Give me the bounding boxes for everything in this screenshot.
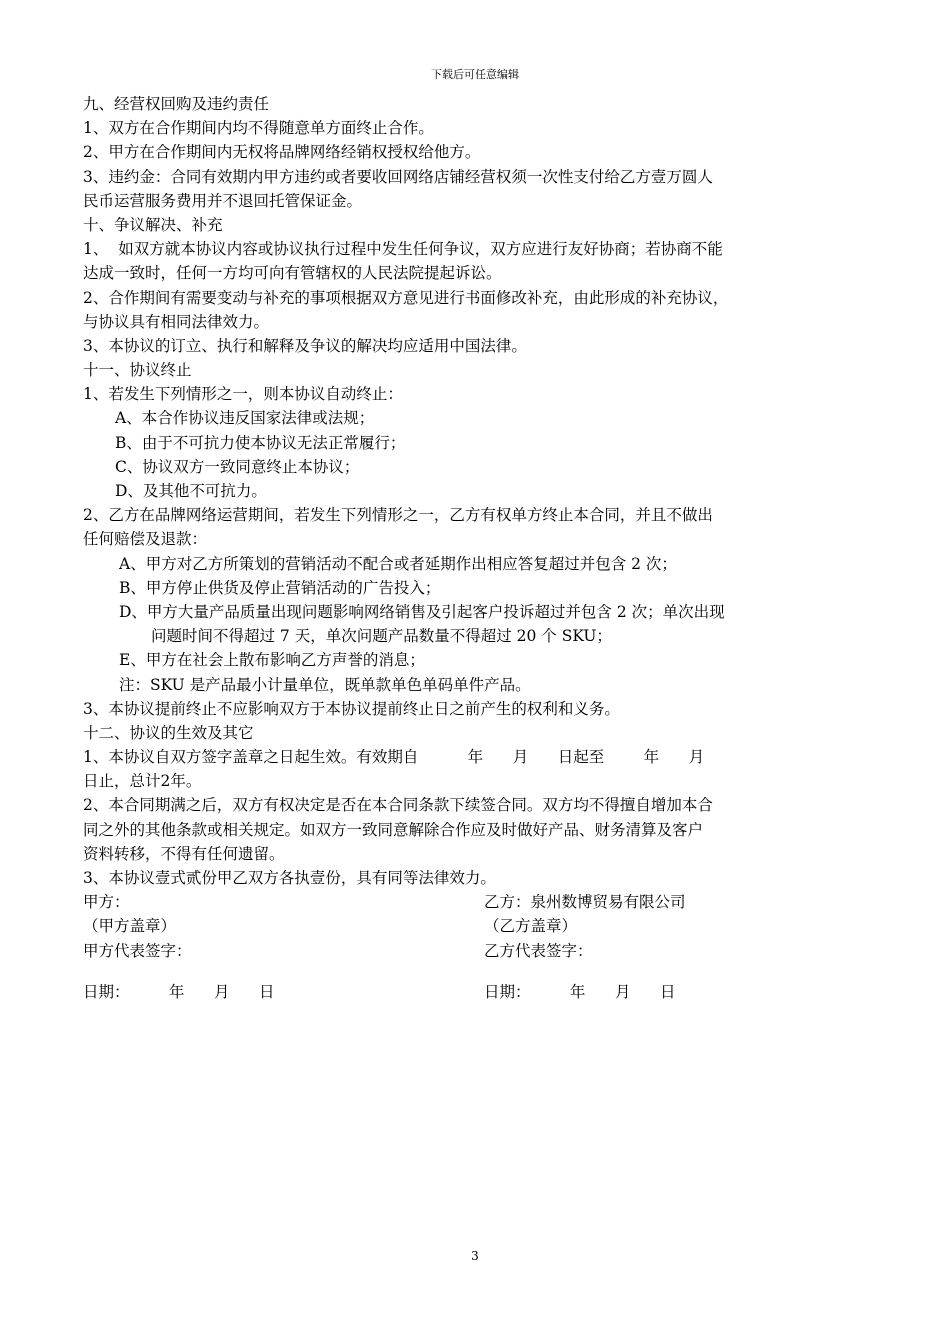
party-b-label: 乙方：泉州数博贸易有限公司 — [484, 893, 686, 912]
text-line: 3、本协议提前终止不应影响双方于本协议提前终止日之前产生的权利和义务。 — [83, 699, 620, 718]
text-line: 十、争议解决、补充 — [83, 215, 223, 234]
text-line: C、协议双方一致同意终止本协议； — [115, 457, 360, 476]
party-b-date: 日期： 年 月 日 — [484, 982, 676, 1001]
text-line: 问题时间不得超过 7 天，单次问题产品数量不得超过 20 个 SKU； — [151, 627, 612, 646]
text-line: 2、乙方在品牌网络运营期间，若发生下列情形之一，乙方有权单方终止本合同，并且不做出 — [83, 506, 713, 525]
party-a-label: 甲方： — [83, 893, 130, 912]
clause-lines — [83, 92, 873, 890]
text-line: 十一、协议终止 — [83, 361, 192, 380]
text-line: 注：SKU 是产品最小计量单位，既单款单色单码单件产品。 — [119, 675, 531, 694]
text-line: A、甲方对乙方所策划的营销活动不配合或者延期作出相应答复超过并包含 2 次； — [119, 554, 677, 573]
text-line: 3、违约金：合同有效期内甲方违约或者要收回网络店铺经营权须一次性支付给乙方壹万圆人 — [83, 167, 713, 186]
text-line: 十二、协议的生效及其它 — [83, 723, 254, 742]
text-line: B、甲方停止供货及停止营销活动的广告投入； — [119, 578, 441, 597]
text-line: 2、本合同期满之后，双方有权决定是否在本合同条款下续签合同。双方均不得擅自增加本合 — [83, 796, 713, 815]
party-a-representative: 甲方代表签字： — [83, 941, 192, 960]
signature-seal-row — [83, 914, 873, 938]
text-line: 2、合作期间有需要变动与补充的事项根据双方意见进行书面修改补充，由此形成的补充协议， — [83, 288, 729, 307]
text-line: 资料转移，不得有任何遗留。 — [83, 844, 285, 863]
text-line: 1、 如双方就本协议内容或协议执行过程中发生任何争议，双方应进行友好协商；若协商不能 — [83, 240, 723, 259]
text-line: 任何赔偿及退款： — [83, 530, 208, 549]
party-b-representative: 乙方代表签字： — [484, 941, 593, 960]
text-line: 达成一致时，任何一方均可向有管辖权的人民法院提起诉讼。 — [83, 264, 502, 283]
text-line: 1、若发生下列情形之一，则本协议自动终止： — [83, 385, 403, 404]
document-body — [83, 92, 873, 1004]
text-line: 九、经营权回购及违约责任 — [83, 95, 270, 113]
text-line: 1、本协议自双方签字盖章之日起生效。有效期自 年 月 日起至 年 月 — [83, 748, 705, 767]
text-line: 民币运营服务费用并不退回托管保证金。 — [83, 191, 363, 210]
text-line: 与协议具有相同法律效力。 — [83, 312, 270, 331]
text-line: 同之外的其他条款或相关规定。如双方一致同意解除合作应及时做好产品、财务清算及客户 — [83, 820, 704, 839]
text-line: B、由于不可抗力使本协议无法正常履行； — [115, 433, 406, 452]
text-line: 2、甲方在合作期间内无权将品牌网络经销权授权给他方。 — [83, 143, 481, 162]
text-line: 3、本协议的订立、执行和解释及争议的解决均应适用中国法律。 — [83, 336, 527, 355]
text-line: E、甲方在社会上散布影响乙方声誉的消息； — [119, 651, 425, 670]
page-header: 下载后可任意编辑 — [431, 68, 519, 81]
page-number: 3 — [471, 1249, 479, 1263]
party-a-seal: （甲方盖章） — [83, 917, 177, 936]
signature-rep-row — [83, 939, 873, 963]
text-line: D、甲方大量产品质量出现问题影响网络销售及引起客户投诉超过并包含 2 次；单次出现 — [119, 602, 725, 621]
signature-date-row — [83, 980, 873, 1004]
text-line: 1、双方在合作期间内均不得随意单方面终止合作。 — [83, 119, 434, 138]
text-line: D、及其他不可抗力。 — [115, 482, 267, 500]
text-line: A、本合作协议违反国家法律或法规； — [115, 409, 375, 428]
party-a-date: 日期： 年 月 日 — [83, 982, 275, 1001]
text-line: 日止，总计2年。 — [83, 772, 202, 791]
party-b-seal: （乙方盖章） — [484, 917, 578, 936]
text-line: 3、本协议壹式贰份甲乙双方各执壹份，具有同等法律效力。 — [83, 869, 496, 887]
signature-parties-row — [83, 890, 873, 914]
